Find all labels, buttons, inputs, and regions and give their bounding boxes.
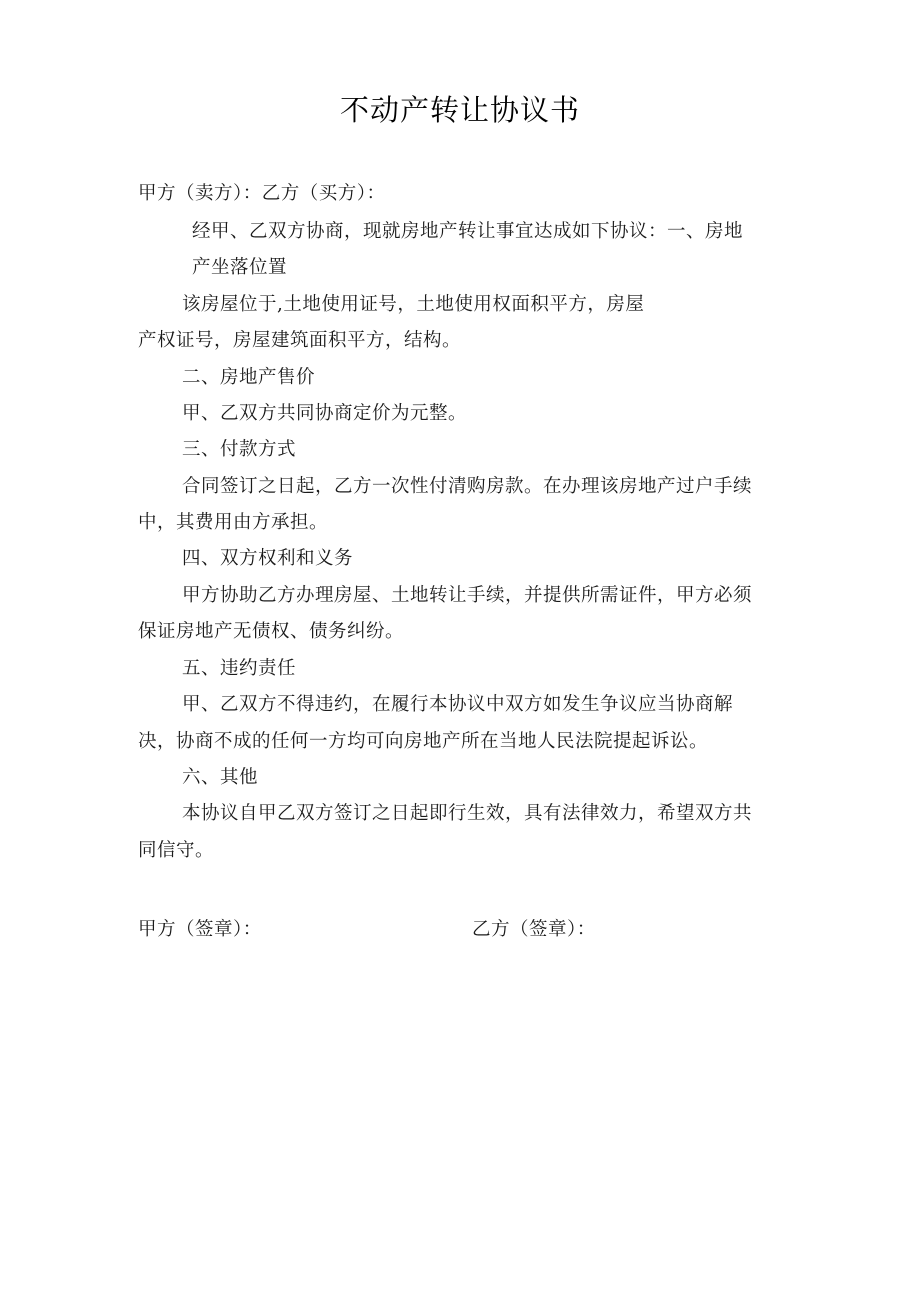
section-heading-rights: 四、双方权利和义务 — [182, 548, 354, 569]
section-body-other-line1: 本协议自甲乙双方签订之日起即行生效，具有法律效力，希望双方共 — [182, 803, 753, 824]
section-heading-liability: 五、违约责任 — [182, 658, 297, 679]
location-paragraph-line1: 该房屋位于,土地使用证号，土地使用权面积平方，房屋 — [182, 294, 645, 315]
section-body-other-line2: 同信守。 — [138, 840, 215, 861]
section-body-liability-line2: 决，协商不成的任何一方均可向房地产所在当地人民法院提起诉讼。 — [138, 731, 709, 752]
intro-paragraph-line2: 产坐落位置 — [192, 257, 288, 278]
section-body-rights-line1: 甲方协助乙方办理房屋、土地转让手续，并提供所需证件，甲方必须 — [182, 585, 753, 606]
section-body-rights-line2: 保证房地产无债权、债务纠纷。 — [138, 621, 405, 642]
page-title: 不动产转让协议书 — [339, 93, 580, 127]
party-a-signature-label: 甲方（签章）： — [138, 919, 262, 940]
section-body-payment-line1: 合同签订之日起，乙方一次性付清购房款。在办理该房地产过户手续 — [182, 476, 753, 497]
section-body-liability-line1: 甲、乙双方不得违约，在履行本协议中双方如发生争议应当协商解 — [182, 694, 734, 715]
section-body-payment-line2: 中，其费用由方承担。 — [138, 512, 329, 533]
section-heading-price: 二、房地产售价 — [182, 367, 316, 388]
party-b-signature-label: 乙方（签章）： — [472, 919, 596, 940]
section-body-price: 甲、乙双方共同协商定价为元整。 — [182, 403, 468, 424]
location-paragraph-line2: 产权证号，房屋建筑面积平方，结构。 — [138, 330, 462, 351]
intro-paragraph-line1: 经甲、乙双方协商，现就房地产转让事宜达成如下协议：一、房地 — [192, 221, 744, 242]
section-heading-payment: 三、付款方式 — [182, 439, 297, 460]
parties-line: 甲方（卖方）：乙方（买方）： — [138, 183, 386, 204]
section-heading-other: 六、其他 — [182, 767, 259, 788]
